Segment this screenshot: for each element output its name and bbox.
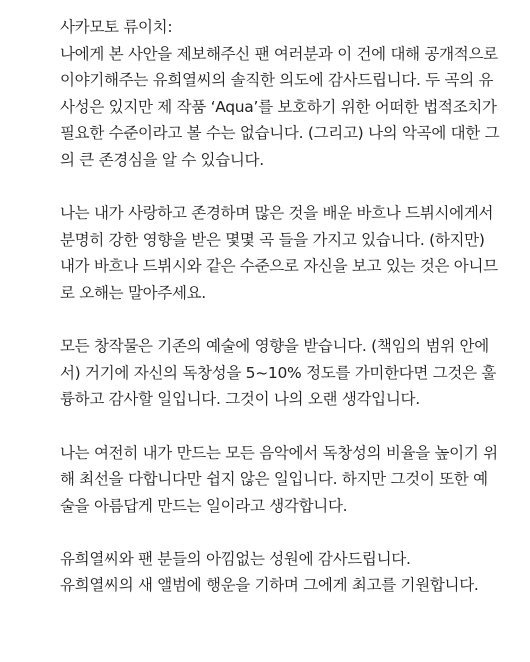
paragraph-3 (60, 333, 520, 413)
paragraph-4 (60, 440, 520, 520)
text-line: 모든 창작물은 기존의 예술에 영향을 받습니다. (책임의 범위 안에 (60, 337, 489, 356)
text-line: 내가 바흐나 드뷔시와 같은 수준으로 자신을 보고 있는 것은 아니므 (60, 257, 498, 276)
paragraph-2 (60, 200, 520, 306)
text-line: 나에게 본 사안을 제보해주신 팬 여러분과 이 건에 대해 공개적으로 (60, 44, 498, 63)
text-line: 나는 내가 사랑하고 존경하며 많은 것을 배운 바흐나 드뷔시에게서 (60, 204, 494, 223)
text-line: 필요한 수준이라고 볼 수는 없습니다. (그리고) 나의 악곡에 대한 그 (60, 124, 500, 143)
article-body (60, 14, 520, 626)
paragraph-1 (60, 14, 520, 174)
text-line: 해 최선을 다합니다만 쉽지 않은 일입니다. 하지만 그것이 또한 예 (60, 470, 488, 489)
speaker-line: 사카모토 류이치: (60, 18, 173, 36)
text-line: 의 큰 존경심을 알 수 있습니다. (60, 150, 264, 169)
text-line: 유희열씨의 새 앨범에 행운을 기하며 그에게 최고를 기원합니다. (60, 576, 479, 595)
text-line: 이야기해주는 유희열씨의 솔직한 의도에 감사드립니다. 두 곡의 유 (60, 71, 494, 90)
text-line: 나는 여전히 내가 만드는 모든 음악에서 독창성의 비율을 높이기 위 (60, 443, 498, 462)
paragraph-5 (60, 546, 520, 599)
text-line: 유희열씨와 팬 분들의 아낌없는 성원에 감사드립니다. (60, 549, 411, 568)
text-line: 분명히 강한 영향을 받은 몇몇 곡 들을 가지고 있습니다. (하지만) (60, 230, 485, 249)
text-line: 로 오해는 말아주세요. (60, 283, 206, 302)
text-line: 륭하고 감사할 일입니다. 그것이 나의 오랜 생각입니다. (60, 390, 420, 409)
text-line: 사성은 있지만 제 작품 ‘Aqua’를 보호하기 위한 어떠한 법적조치가 (60, 97, 497, 116)
text-line: 술을 아름답게 만드는 일이라고 생각합니다. (60, 496, 348, 515)
text-line: 서) 거기에 자신의 독창성을 5~10% 정도를 가미한다면 그것은 훌 (60, 363, 497, 382)
